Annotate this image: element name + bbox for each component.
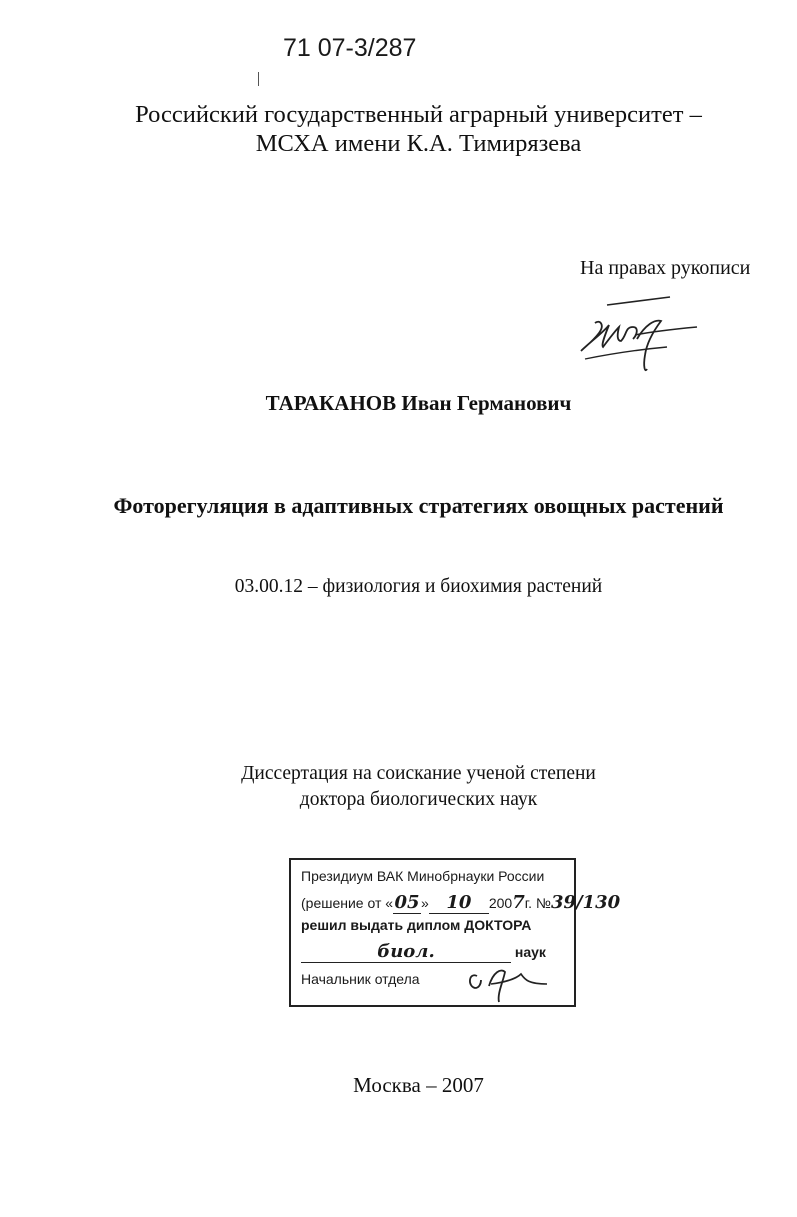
dissertation-title: Фоторегуляция в адаптивных стратегиях овощных растений	[113, 493, 724, 518]
stamp-line-3: решил выдать диплом ДОКТОРА	[301, 917, 532, 933]
archive-code: 71 07-3/287	[283, 34, 417, 62]
stamp-decision-month: 10	[429, 892, 489, 914]
author-name: ТАРАКАНОВ Иван Германович	[265, 391, 572, 415]
degree-statement	[0, 761, 797, 813]
stamp-decision-number-prefix: г. №	[524, 895, 551, 911]
stamp-decision-prefix: (решение от «	[301, 895, 394, 911]
stamp-decision-line	[301, 892, 620, 914]
institution-line-1: Российский государственный аграрный университет –	[135, 101, 702, 128]
place-year: Москва – 2007	[353, 1073, 484, 1097]
stamp-line-5: Начальник отдела	[301, 971, 420, 987]
stamp-field-handwritten: биол.	[301, 941, 511, 963]
institution-line-2: МСХА имени К.А. Тимирязева	[255, 130, 582, 157]
degree-line-1: Диссертация на соискание ученой степени	[241, 763, 596, 784]
margin-mark	[258, 72, 259, 86]
stamp-decision-day: 05	[394, 892, 420, 913]
author-signature	[575, 295, 705, 375]
stamp-line-1: Президиум ВАК Минобрнауки России	[301, 868, 545, 884]
manuscript-note: На правах рукописи	[580, 257, 751, 279]
stamp-field-line	[301, 941, 546, 963]
degree-line-2: доктора биологических наук	[299, 789, 538, 810]
vak-stamp	[289, 858, 621, 1007]
stamp-signature	[467, 962, 557, 1006]
stamp-field-suffix: наук	[514, 944, 546, 960]
specialty-code: 03.00.12 – физиология и биохимия растений	[234, 576, 603, 597]
stamp-decision-mid: »	[421, 895, 429, 911]
stamp-decision-number: 39/130	[550, 892, 621, 913]
stamp-decision-year-prefix: 200	[488, 895, 513, 911]
institution-name	[0, 100, 797, 158]
stamp-decision-year-digit: 7	[512, 892, 525, 913]
